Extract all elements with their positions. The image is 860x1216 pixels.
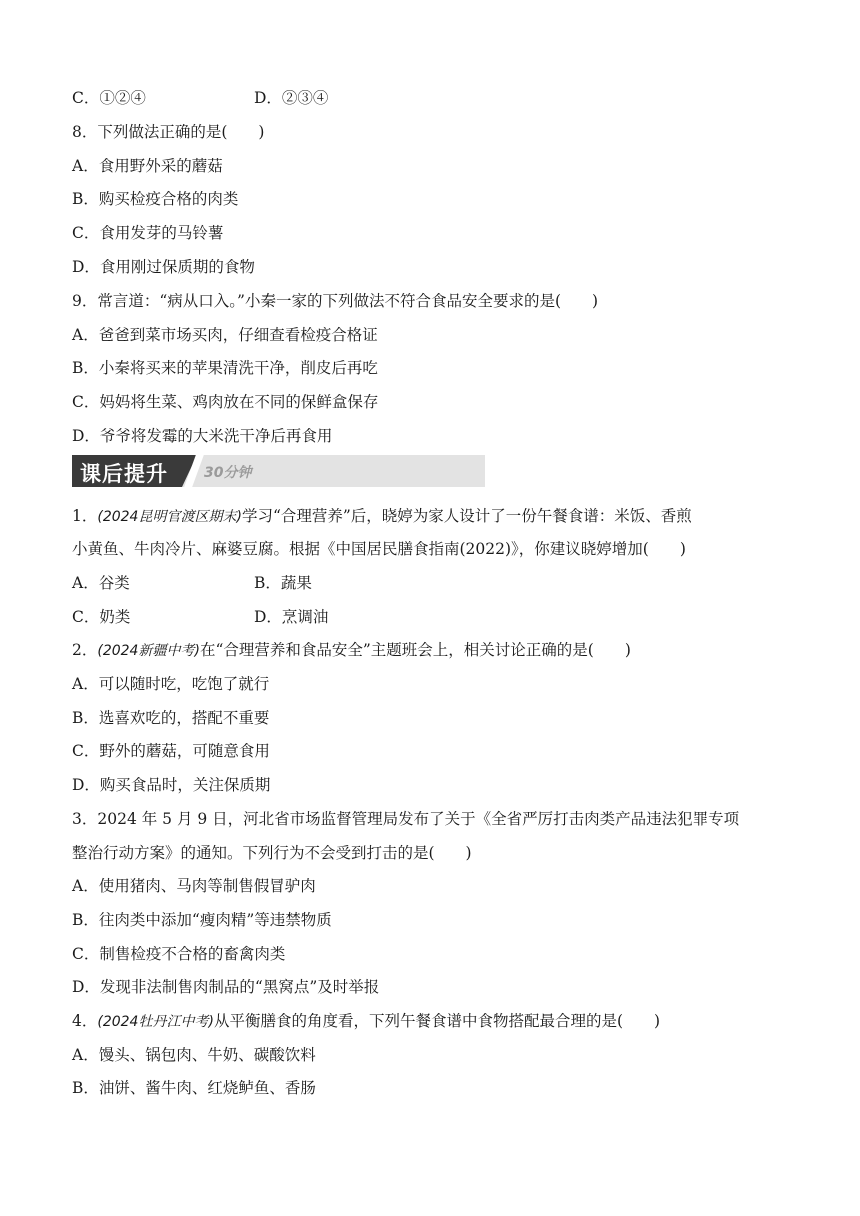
p3-line1: 3．2024 年 5 月 9 日，河北省市场监督管理局发布了关于《全省严厉打击肉类产品违法犯罪专项	[72, 810, 740, 828]
q8-option-d: D．食用刚过保质期的食物	[72, 258, 255, 276]
q8-option-b: B．购买检疫合格的肉类	[72, 190, 239, 208]
p2-option-c: C．野外的蘑菇，可随意食用	[72, 742, 270, 760]
p4-option-a: A．馒头、锅包肉、牛奶、碳酸饮料	[72, 1046, 316, 1064]
top-options-row	[72, 88, 329, 108]
p1-stem-1: 学习“合理营养”后，晓婷为家人设计了一份午餐食谱：米饭、香煎	[241, 507, 692, 525]
section-banner	[72, 455, 485, 487]
p2-source: (2024新疆中考)	[97, 643, 200, 659]
option-d: D．②③④	[254, 89, 329, 107]
q8-stem: 8．下列做法正确的是( )	[72, 123, 265, 141]
q8-option-c: C．食用发芽的马铃薯	[72, 224, 224, 242]
p1-number: 1．	[72, 507, 98, 525]
p1-option-b: B．蔬果	[254, 574, 312, 592]
p1-line2: 小黄鱼、牛肉冷片、麻婆豆腐。根据《中国居民膳食指南(2022)》，你建议晓婷增加( )	[72, 540, 686, 558]
p4-stem-text: 从平衡膳食的角度看，下列午餐食谱中食物搭配最合理的是( )	[213, 1012, 661, 1030]
p1-source: (2024昆明官渡区期末)	[97, 509, 242, 525]
p3-option-c: C．制售检疫不合格的畜禽肉类	[72, 945, 286, 963]
q8-option-a: A．食用野外采的蘑菇	[72, 157, 223, 175]
p2-stem-text: 在“合理营养和食品安全”主题班会上，相关讨论正确的是( )	[199, 641, 631, 659]
p1-options-row2	[72, 607, 329, 627]
p2-number: 2．	[72, 641, 98, 659]
option-c: C．①②④	[72, 89, 146, 107]
q9-option-a: A．爸爸到菜市场买肉，仔细查看检疫合格证	[72, 326, 378, 344]
p3-option-b: B．往肉类中添加“瘦肉精”等违禁物质	[72, 911, 332, 929]
p2-stem	[72, 640, 631, 661]
p4-source: (2024牡丹江中考)	[97, 1014, 214, 1030]
p1-option-a: A．谷类	[72, 574, 130, 592]
p4-number: 4．	[72, 1012, 98, 1030]
q9-option-b: B．小秦将买来的苹果清洗干净，削皮后再吃	[72, 359, 378, 377]
p1-option-d: D．烹调油	[254, 608, 329, 626]
p1-line1	[72, 506, 692, 527]
p3-option-a: A．使用猪肉、马肉等制售假冒驴肉	[72, 877, 316, 895]
q9-stem: 9．常言道：“病从口入。”小秦一家的下列做法不符合食品安全要求的是( )	[72, 292, 599, 310]
p3-line2: 整治行动方案》的通知。下列行为不会受到打击的是( )	[72, 844, 472, 862]
p2-option-b: B．选喜欢吃的，搭配不重要	[72, 709, 270, 727]
p2-option-d: D．购买食品时，关注保质期	[72, 776, 271, 794]
p4-option-b: B．油饼、酱牛肉、红烧鲈鱼、香肠	[72, 1079, 316, 1097]
q9-option-d: D．爷爷将发霉的大米洗干净后再食用	[72, 427, 333, 445]
p2-option-a: A．可以随时吃，吃饱了就行	[72, 675, 270, 693]
q9-option-c: C．妈妈将生菜、鸡肉放在不同的保鲜盒保存	[72, 393, 379, 411]
p1-options-row1	[72, 573, 312, 593]
section-time: 30分钟	[204, 465, 252, 481]
p1-option-c: C．奶类	[72, 608, 131, 626]
p3-option-d: D．发现非法制售肉制品的“黑窝点”及时举报	[72, 978, 380, 996]
p4-stem	[72, 1011, 660, 1032]
section-title: 课后提升	[80, 462, 168, 486]
